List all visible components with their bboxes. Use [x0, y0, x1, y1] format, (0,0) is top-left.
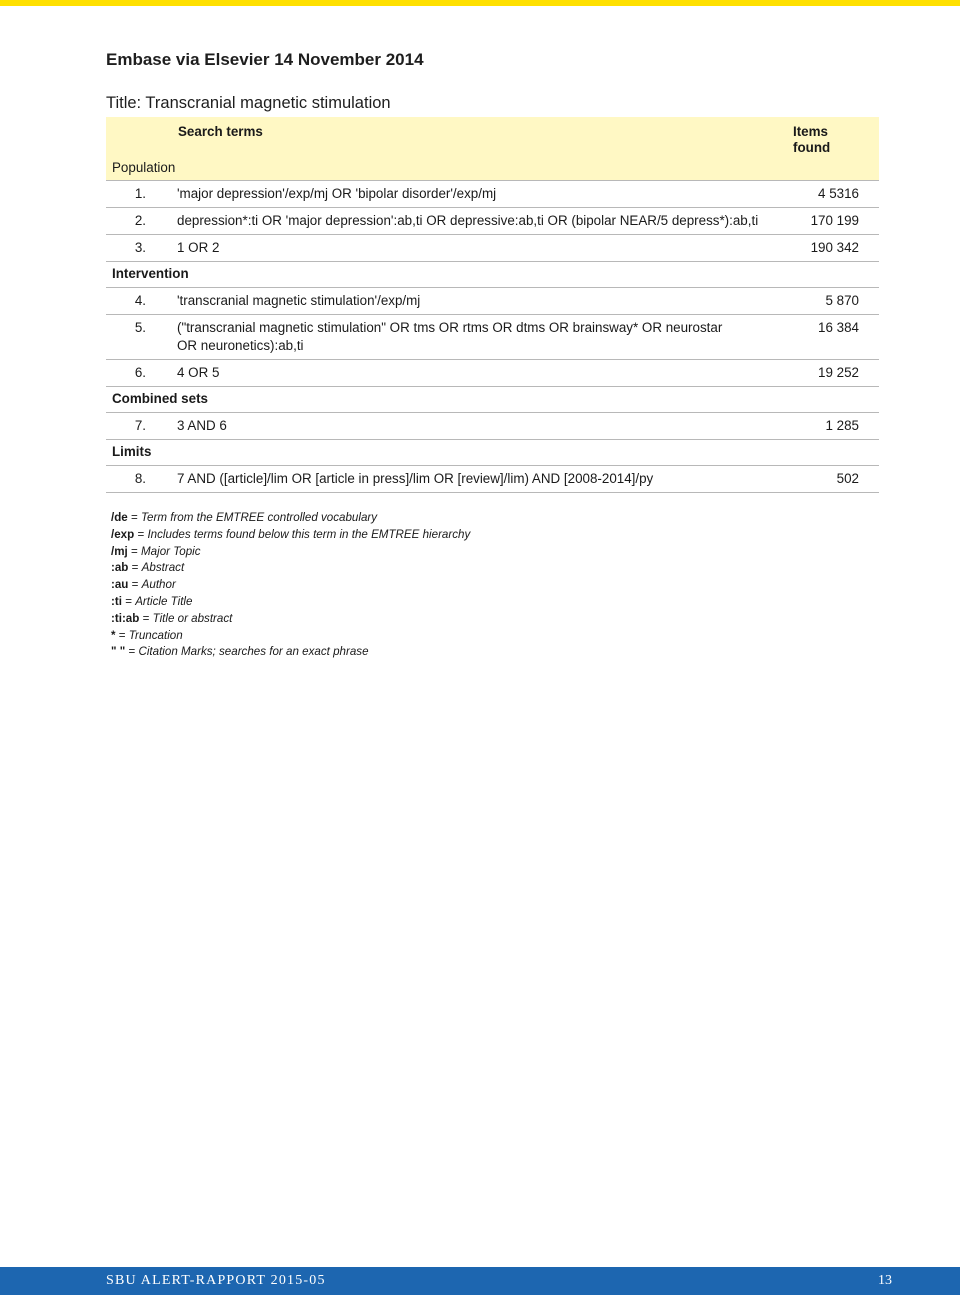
search-title: Title: Transcranial magnetic stimulation [106, 94, 391, 112]
row-number: 8. [106, 466, 177, 493]
legend-desc: Article Title [135, 594, 193, 608]
top-accent-bar [0, 0, 960, 6]
row-query: ("transcranial magnetic stimulation" OR tms OR rtms OR dtms OR brainsway* OR neurostar OR neuronetics):ab,ti [177, 315, 793, 360]
legend-key: /exp [111, 527, 135, 541]
footer-report-name: SBU ALERT-RAPPORT 2015-05 [106, 1273, 326, 1288]
table-row [106, 235, 879, 262]
row-number: 1. [106, 181, 177, 208]
legend-item: :au = Author [111, 578, 176, 592]
abbreviation-legend [111, 510, 470, 661]
row-number: 4. [106, 288, 177, 315]
table-row [106, 413, 879, 440]
legend-item: :ti:ab = Title or abstract [111, 611, 233, 625]
row-count: 502 [793, 466, 879, 493]
row-number: 7. [106, 413, 177, 440]
legend-desc: Citation Marks; searches for an exact phrase [138, 645, 369, 659]
legend-desc: Author [141, 578, 176, 592]
legend-item: /mj = Major Topic [111, 544, 201, 558]
page-heading: Embase via Elsevier 14 November 2014 [106, 50, 424, 69]
footer-bar [0, 1267, 960, 1295]
legend-desc: Title or abstract [152, 611, 233, 625]
col-header-search-terms: Search terms [178, 124, 263, 139]
table-row [106, 288, 879, 315]
legend-key: " " [111, 645, 126, 659]
row-count: 190 342 [793, 235, 879, 262]
search-strategy-table [106, 117, 879, 493]
section-intervention: Intervention [106, 262, 879, 288]
legend-key: :ab [111, 561, 129, 575]
row-number: 6. [106, 360, 177, 387]
section-row [106, 262, 879, 288]
row-number: 2. [106, 208, 177, 235]
legend-key: /de [111, 511, 128, 524]
table-row [106, 466, 879, 493]
page-number: 13 [878, 1273, 892, 1288]
section-row [106, 440, 879, 466]
row-query: 3 AND 6 [177, 413, 793, 440]
col-header-items-found: Items found [793, 117, 879, 181]
row-query: 'major depression'/exp/mj OR 'bipolar disorder'/exp/mj [177, 181, 793, 208]
section-row [106, 387, 879, 413]
table-row [106, 360, 879, 387]
row-count: 5 870 [793, 288, 879, 315]
table-row [106, 208, 879, 235]
row-count: 170 199 [793, 208, 879, 235]
row-query: 4 OR 5 [177, 360, 793, 387]
legend-key: :ti [111, 594, 122, 608]
legend-item: * = Truncation [111, 628, 183, 642]
legend-desc: Truncation [128, 628, 183, 642]
legend-desc: Major Topic [141, 544, 201, 558]
row-count: 4 5316 [793, 181, 879, 208]
legend-desc: Includes terms found below this term in the EMTREE hierarchy [147, 527, 471, 541]
section-limits: Limits [106, 440, 879, 466]
row-number: 5. [106, 315, 177, 360]
legend-item: /exp = Includes terms found below this term in the EMTREE hierarchy [111, 527, 471, 541]
legend-item: " " = Citation Marks; searches for an exact phrase [111, 645, 369, 659]
section-combined-sets: Combined sets [106, 387, 879, 413]
table-row [106, 181, 879, 208]
table-row [106, 315, 879, 360]
row-query: 'transcranial magnetic stimulation'/exp/mj [177, 288, 793, 315]
row-query: depression*:ti OR 'major depression':ab,ti OR depressive:ab,ti OR (bipolar NEAR/5 depress*):ab,ti [177, 208, 793, 235]
section-population: Population [112, 160, 176, 175]
legend-desc: Abstract [141, 561, 185, 575]
legend-key: /mj [111, 544, 128, 558]
row-query: 7 AND ([article]/lim OR [article in press]/lim OR [review]/lim) AND [2008-2014]/py [177, 466, 793, 493]
legend-item: :ti = Article Title [111, 594, 193, 608]
row-count: 19 252 [793, 360, 879, 387]
row-count: 16 384 [793, 315, 879, 360]
row-count: 1 285 [793, 413, 879, 440]
table-header-row [106, 117, 879, 181]
row-query: 1 OR 2 [177, 235, 793, 262]
legend-key: :au [111, 578, 129, 592]
legend-item: /de = Term from the EMTREE controlled vocabulary [111, 511, 378, 524]
legend-key: * [111, 628, 116, 642]
legend-item: :ab = Abstract [111, 561, 185, 575]
row-number: 3. [106, 235, 177, 262]
legend-key: :ti:ab [111, 611, 140, 625]
legend-desc: Term from the EMTREE controlled vocabulary [141, 511, 378, 524]
